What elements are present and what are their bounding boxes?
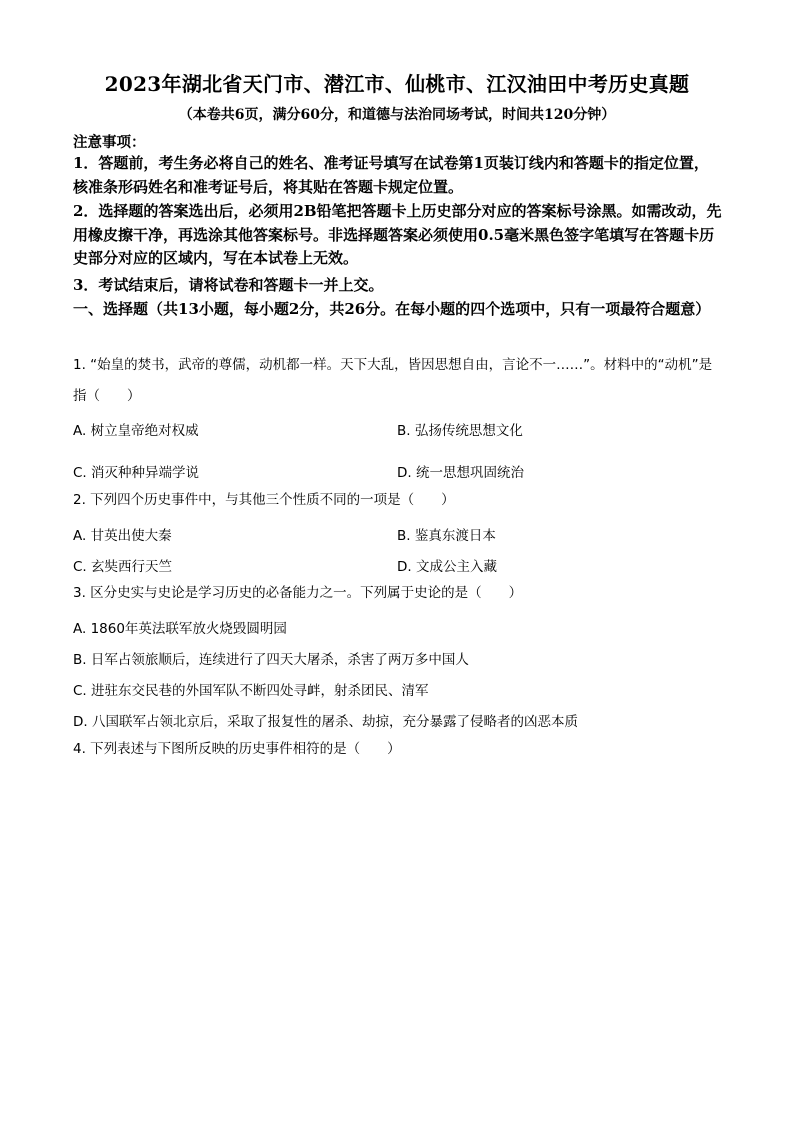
notice-item-3: 3．考试结束后，请将试卷和答题卡一并上交。 (73, 276, 384, 294)
question-2-stem: 2. 下列四个历史事件中，与其他三个性质不同的一项是（ ） (73, 492, 455, 508)
question-1-option-b: B. 弘扬传统思想文化 (397, 423, 523, 439)
question-4-stem: 4. 下列表述与下图所反映的历史事件相符的是（ ） (73, 741, 401, 757)
section-heading: 一、选择题（共13小题，每小题2分，共26分。在每小题的四个选项中，只有一项最符合题意） (73, 300, 711, 318)
question-2-option-c: C. 玄奘西行天竺 (73, 559, 173, 575)
question-3-stem: 3. 区分史实与史论是学习历史的必备能力之一。下列属于史论的是（ ） (73, 585, 523, 601)
question-1-stem: 1. “始皇的焚书，武帝的尊儒，动机都一样。天下大乱，皆因思想自由，言论不一……”。材料中的“动机”是指（ ） (73, 357, 713, 404)
question-3-option-a: A. 1860年英法联军放火烧毁圆明园 (73, 621, 287, 637)
question-2-option-d: D. 文成公主入藏 (397, 559, 497, 575)
question-1-option-d: D. 统一思想巩固统治 (397, 465, 524, 481)
question-2-option-a: A. 甘英出使大秦 (73, 528, 172, 544)
question-3-option-b: B. 日军占领旅顺后，连续进行了四天大屠杀，杀害了两万多中国人 (73, 652, 469, 668)
exam-info-subtitle: （本卷共6页，满分60分，和道德与法治同场考试，时间共120分钟） (178, 107, 616, 123)
question-3-option-c: C. 进驻东交民巷的外国军队不断四处寻衅，射杀团民、清军 (73, 683, 429, 699)
question-2-option-b: B. 鉴真东渡日本 (397, 528, 496, 544)
question-1-option-c: C. 消灭种种异端学说 (73, 465, 200, 481)
notice-heading: 注意事项： (73, 134, 146, 151)
question-3-option-d: D. 八国联军占领北京后，采取了报复性的屠杀、劫掠，充分暴露了侵略者的凶恶本质 (73, 714, 578, 730)
question-1-option-a: A. 树立皇帝绝对权威 (73, 423, 199, 439)
page-title: 2023年湖北省天门市、潜江市、仙桃市、江汉油田中考历史真题 (104, 72, 690, 96)
notice-item-2: 2．选择题的答案选出后，必须用2B铅笔把答题卡上历史部分对应的答案标号涂黑。如需改动，先用橡皮擦干净，再选涂其他答案标号。非选择题答案必须使用0.5毫米黑色签字笔填写在答题卡历史部分对应的区域内，写在本试卷上无效。 (73, 202, 722, 267)
notice-item-1: 1．答题前，考生务必将自己的姓名、准考证号填写在试卷第1页装订线内和答题卡的指定位置，核准条形码姓名和准考证号后，将其贴在答题卡规定位置。 (73, 154, 709, 196)
